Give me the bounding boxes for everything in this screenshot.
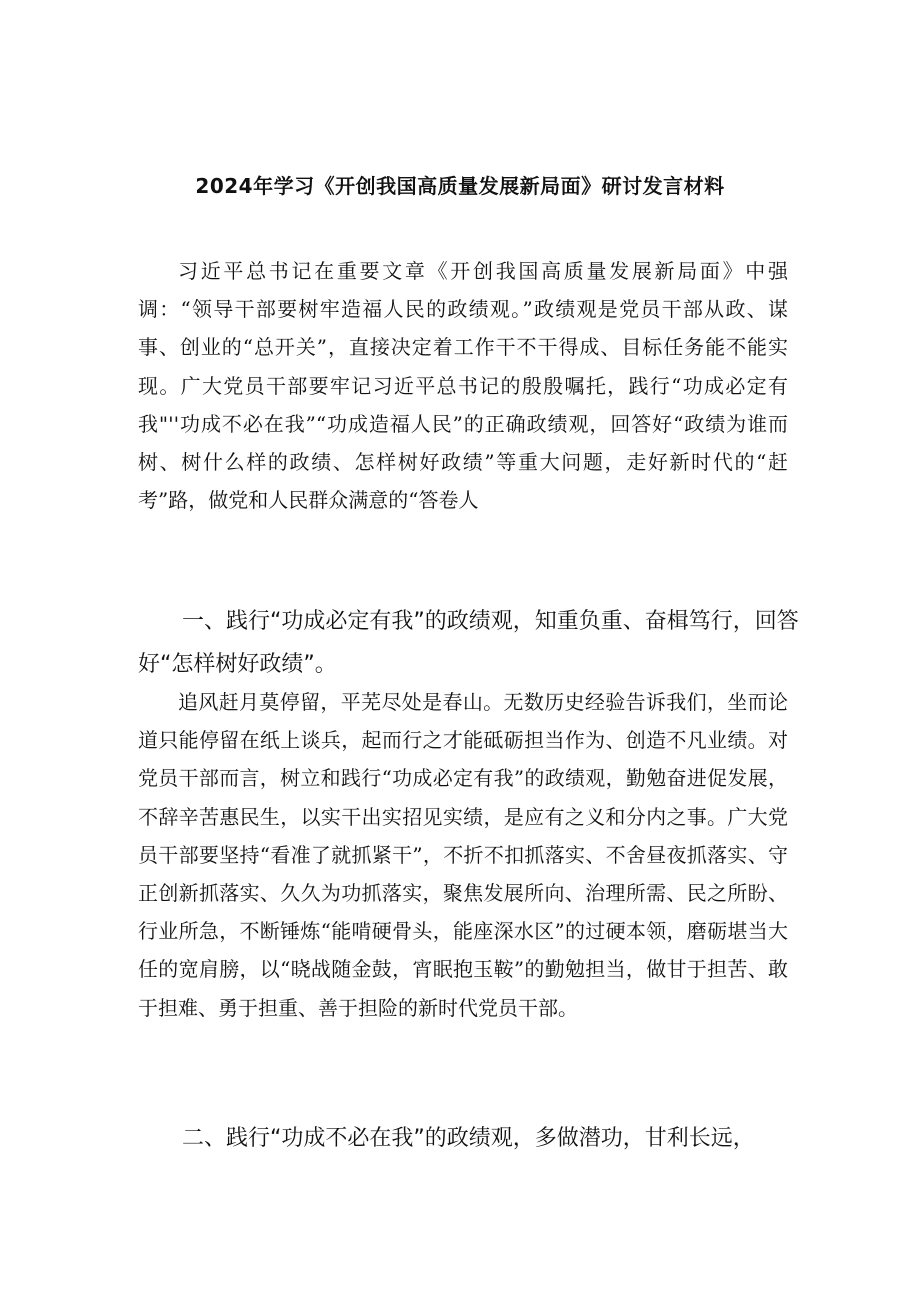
section-heading-2: 二、践行“功成不必在我”的政绩观，多做潜功，甘利长远，: [182, 1126, 755, 1151]
intro-paragraph: 习近平总书记在重要文章《开创我国高质量发展新局面》中强调：“领导干部要树牢造福人民的政绩观。”政绩观是党员干部从政、谋事、创业的“总开关”，直接决定着工作干不干得成、目标任务能不能实现。广大党员干部要牢记习近平总书记的殷殷嘱托，践行“功成必定有我"''功成不必在我”“功成造福人民”的正确政绩观，回答好“政绩为谁而树、树什么样的政绩、怎样树好政绩”等重大问题，走好新时代的“赶考”路，做党和人民群众满意的“答卷人: [138, 259, 788, 513]
document-title: 2024年学习《开创我国高质量发展新局面》研讨发言材料: [195, 174, 725, 198]
section-heading-1: 一、践行“功成必定有我”的政绩观，知重负重、奋楫笃行，回答好“怎样树好政绩”。: [138, 609, 799, 677]
section-1-paragraph: 追风赶月莫停留，平芜尽处是春山。无数历史经验告诉我们，坐而论道只能停留在纸上谈兵，起而行之才能砥砺担当作为、创造不凡业绩。对党员干部而言，树立和践行“功成必定有我”的政绩观，勤勉奋进促发展，不辞辛苦惠民生，以实干出实招见实绩，是应有之义和分内之事。广大党员干部要坚持“看准了就抓紧干”，不折不扣抓落实、不舍昼夜抓落实、守正创新抓落实、久久为功抓落实，聚焦发展所向、治理所需、民之所盼、行业所急，不断锤炼“能啃硬骨头，能座深水区”的过硬本领，磨砺堪当大任的宽肩膀，以“晓战随金鼓，宵眠抱玉鞍”的勤勉担当，做甘于担苦、敢于担难、勇于担重、善于担险的新时代党员干部。: [138, 690, 788, 1020]
